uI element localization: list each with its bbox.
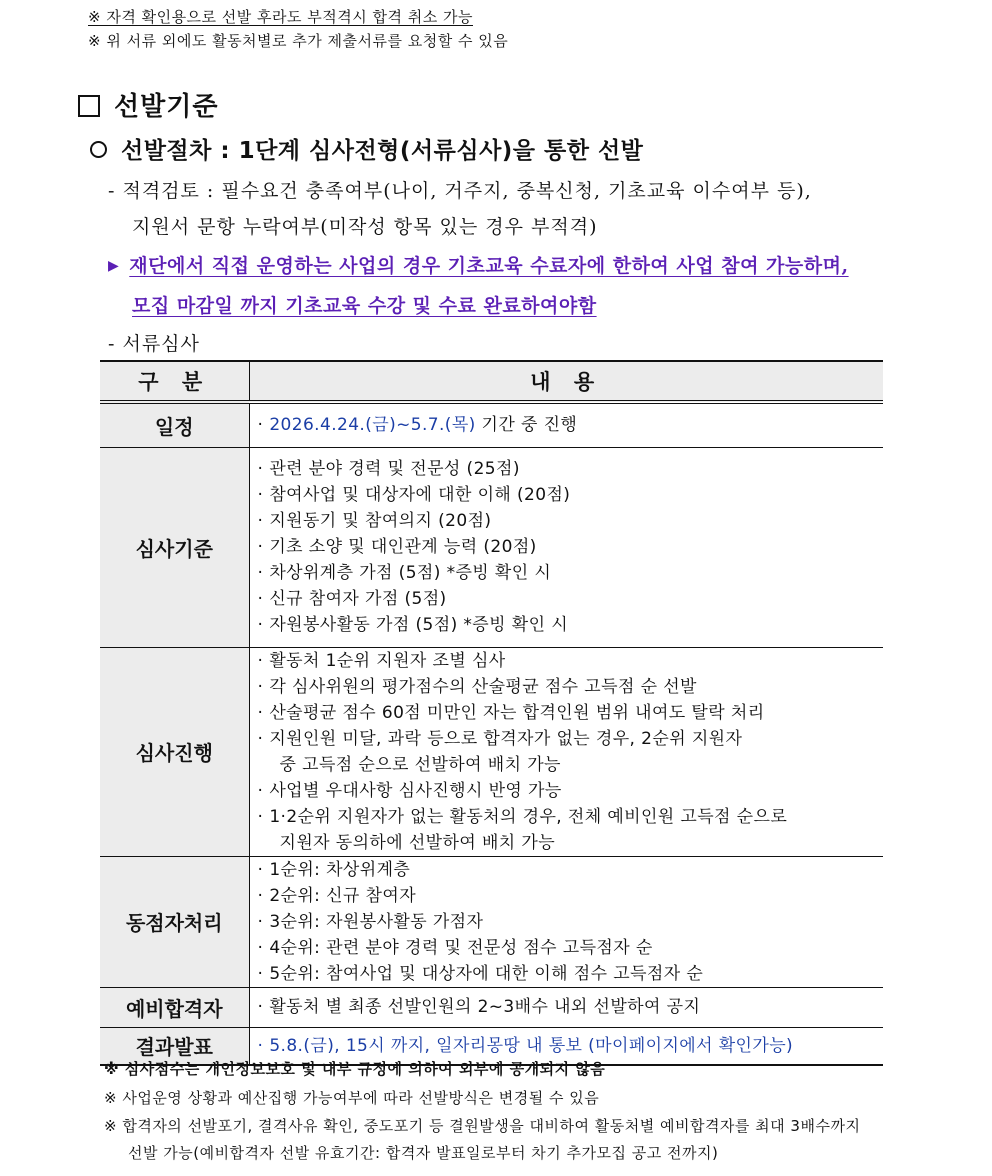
list-item: · 1·2순위 지원자가 없는 활동처의 경우, 전체 예비인원 고득점 순으로	[257, 806, 788, 827]
checkbox-square-icon	[78, 95, 100, 117]
bottom-note-1: ※ 심사점수는 개인정보보호 및 내부 규정에 의하여 외부에 공개되지 않음	[104, 1060, 606, 1078]
row-label: 동점자처리	[100, 856, 249, 987]
list-item: · 4순위: 관련 분야 경력 및 전문성 점수 고득점자 순	[257, 937, 653, 958]
row-content	[249, 647, 883, 856]
row-label: 심사기준	[100, 447, 249, 647]
list-item: · 지원동기 및 참여의지 (20점)	[257, 511, 492, 531]
list-item: · 3순위: 자원봉사활동 가점자	[257, 911, 484, 932]
list-item: · 각 심사위원의 평가점수의 산술평균 점수 고득점 순 선발	[257, 676, 697, 697]
list-item: · 활동처 1순위 지원자 조별 심사	[257, 650, 506, 671]
list-item: · 2순위: 신규 참여자	[257, 885, 417, 906]
table-row	[100, 856, 883, 987]
header-category: 구 분	[100, 361, 249, 402]
list-item: · 기초 소양 및 대인관계 능력 (20점)	[257, 537, 537, 557]
circle-bullet-icon	[90, 141, 107, 158]
row-content	[249, 987, 883, 1027]
list-item: · 2026.4.24.(금)~5.7.(목) 기간 중 진행	[257, 415, 578, 436]
list-item: · 사업별 우대사항 심사진행시 반영 가능	[257, 780, 562, 801]
triangle-bullet-icon: ▶	[108, 258, 120, 274]
row-content	[249, 402, 883, 447]
list-item: · 신규 참여자 가점 (5점)	[257, 589, 447, 609]
list-item: · 자원봉사활동 가점 (5점) *증빙 확인 시	[257, 615, 569, 635]
section-title: 선발기준	[78, 86, 218, 123]
row-label: 예비합격자	[100, 987, 249, 1027]
table-row	[100, 647, 883, 856]
list-item-continuation: 중 고득점 순으로 선발하여 배치 가능	[279, 754, 561, 775]
table-row	[100, 402, 883, 447]
list-item: · 5순위: 참여사업 및 대상자에 대한 이해 점수 고득점자 순	[257, 963, 704, 984]
list-item: · 관련 분야 경력 및 전문성 (25점)	[257, 459, 520, 479]
schedule-date: 2026.4.24.(금)~5.7.(목)	[269, 415, 476, 436]
table-row	[100, 447, 883, 647]
eligibility-line-2: 지원서 문항 누락여부(미작성 항목 있는 경우 부적격)	[132, 216, 598, 238]
list-item: · 활동처 별 최종 선발인원의 2~3배수 내외 선발하여 공지	[257, 997, 701, 1017]
list-item: · 참여사업 및 대상자에 대한 이해 (20점)	[257, 485, 571, 505]
list-item: · 1순위: 차상위계층	[257, 859, 411, 880]
bottom-note-3-continuation: 선발 가능(예비합격자 선발 유효기간: 합격자 발표일로부터 차기 추가모집 공고 전까지)	[128, 1144, 719, 1162]
highlight-notice-2: 모집 마감일 까지 기초교육 수강 및 수료 완료하여야함	[132, 295, 597, 317]
eligibility-line-1: - 적격검토 : 필수요건 충족여부(나이, 거주지, 중복신청, 기초교육 이수여부 등),	[108, 180, 812, 202]
table-row	[100, 987, 883, 1027]
bottom-note-2: ※ 사업운영 상황과 예산집행 가능여부에 따라 선발방식은 변경될 수 있음	[104, 1089, 600, 1107]
header-content: 내 용	[249, 361, 883, 402]
list-item: · 5.8.(금), 15시 까지, 일자리몽땅 내 통보 (마이페이지에서 확인가능)	[257, 1035, 794, 1056]
top-note-2: ※ 위 서류 외에도 활동처별로 추가 제출서류를 요청할 수 있음	[88, 32, 509, 50]
list-item: · 산술평균 점수 60점 미만인 자는 합격인원 범위 내여도 탈락 처리	[257, 702, 765, 723]
bottom-note-3: ※ 합격자의 선발포기, 결격사유 확인, 중도포기 등 결원발생을 대비하여 활동처별 예비합격자를 최대 3배수까지	[104, 1117, 861, 1135]
criteria-table	[100, 360, 883, 1066]
list-item: · 차상위계층 가점 (5점) *증빙 확인 시	[257, 563, 552, 583]
row-label: 심사진행	[100, 647, 249, 856]
procedure-title: 선발절차 : 1단계 심사전형(서류심사)을 통한 선발	[90, 132, 643, 165]
doc-review-label: - 서류심사	[108, 333, 200, 355]
row-content	[249, 856, 883, 987]
highlight-notice-1: ▶ 재단에서 직접 운영하는 사업의 경우 기초교육 수료자에 한하여 사업 참여 가능하며,	[108, 255, 849, 277]
list-item: · 지원인원 미달, 과락 등으로 합격자가 없는 경우, 2순위 지원자	[257, 728, 743, 749]
list-item-continuation: 지원자 동의하에 선발하여 배치 가능	[279, 832, 556, 853]
top-note-1: ※ 자격 확인용으로 선발 후라도 부적격시 합격 취소 가능	[88, 8, 473, 26]
row-label: 일정	[100, 402, 249, 447]
row-content	[249, 447, 883, 647]
row-label: 결과발표	[100, 1027, 249, 1065]
